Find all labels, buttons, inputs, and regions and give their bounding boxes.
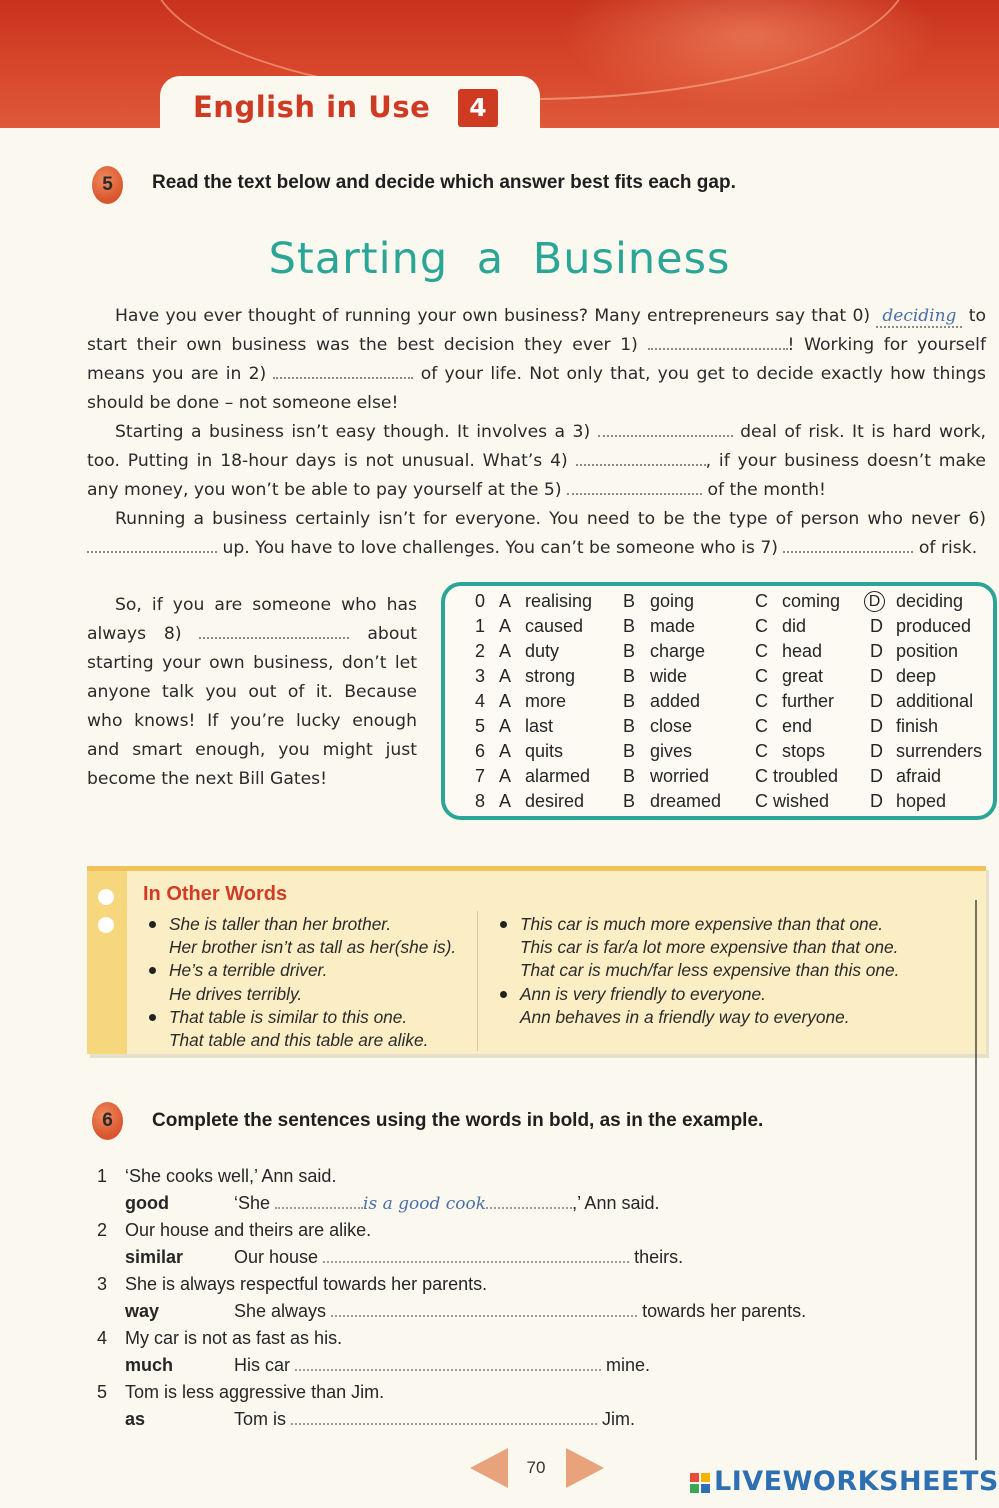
example-line: That table is similar to this one. xyxy=(169,1006,408,1027)
option-letter: C xyxy=(755,666,768,686)
unit-badge: 4 xyxy=(458,89,498,127)
key-word: much xyxy=(125,1355,174,1375)
text-run: about starting your own business, don’t let anyone talk you out of it. Because who knows! If you’re lucky enough and smart enough, you might just become the next Bill Gates! xyxy=(87,624,417,789)
option-c[interactable]: coming xyxy=(782,591,841,611)
option-letter: A xyxy=(499,716,512,736)
gap-6[interactable] xyxy=(87,538,217,553)
option-letter: D xyxy=(870,766,883,786)
option-d[interactable]: deep xyxy=(896,666,937,686)
stem-text: ‘She xyxy=(234,1193,271,1213)
option-letter: D xyxy=(870,791,883,811)
original-sentence: ‘She cooks well,’ Ann said. xyxy=(125,1166,337,1186)
paragraph xyxy=(87,505,986,563)
watermark-text: LIVEWORKSHEETS xyxy=(714,1466,999,1497)
item-number: 3 xyxy=(97,1274,108,1294)
example-item xyxy=(494,913,974,983)
option-b[interactable]: going xyxy=(650,591,695,611)
item-number: 5 xyxy=(97,1382,108,1402)
exercise-number-badge: 5 xyxy=(92,166,123,204)
answer-stem xyxy=(234,1244,683,1271)
option-letter: D xyxy=(870,616,883,636)
option-letter: B xyxy=(623,641,636,661)
option-number: 5 xyxy=(475,716,486,736)
box-stripe xyxy=(87,871,127,1054)
examples-right xyxy=(494,913,974,1029)
gap-4[interactable] xyxy=(576,451,706,466)
in-other-words-box xyxy=(87,866,986,1054)
paragraph xyxy=(87,418,986,505)
text-run: deal of risk. It is hard work, too. Putting in 18-hour days is not unusual. What’s 4) xyxy=(87,422,987,471)
option-c[interactable]: stops xyxy=(782,741,826,761)
answer-options-box xyxy=(441,582,997,820)
original-sentence: She is always respectful towards her parents. xyxy=(125,1274,488,1294)
text-run: Running a business certainly isn’t for everyone. You need to be the type of person who never 6) xyxy=(115,509,986,529)
option-letter-circled: D xyxy=(864,591,885,612)
option-letter: A xyxy=(499,641,512,661)
example-item xyxy=(143,1006,473,1052)
example-line: Ann is very friendly to everyone. xyxy=(520,983,766,1004)
example-line: That table and this table are alike. xyxy=(169,1030,429,1051)
answer-input[interactable] xyxy=(295,1357,601,1371)
watermark-logo xyxy=(690,1466,999,1497)
gap-1[interactable] xyxy=(648,335,788,350)
option-a[interactable]: more xyxy=(525,691,567,711)
option-letter: C xyxy=(755,591,768,611)
paragraph xyxy=(87,591,417,794)
text-run: Starting a business isn’t easy though. It involves a 3) xyxy=(115,422,591,442)
option-d[interactable]: finish xyxy=(896,716,939,736)
stem-end: towards her parents. xyxy=(642,1301,807,1321)
example-line: This car is far/a lot more expensive than that one. xyxy=(520,937,899,958)
page-decoration-left xyxy=(470,1448,508,1488)
option-letter: A xyxy=(499,791,512,811)
reading-text-final xyxy=(87,591,417,794)
stem-end: theirs. xyxy=(634,1247,684,1267)
gap-answer-0[interactable]: deciding xyxy=(876,306,962,328)
option-letter: D xyxy=(870,641,883,661)
text-run: up. You have to love challenges. You can’t be someone who is 7) xyxy=(222,538,778,558)
option-letter: B xyxy=(623,716,636,736)
option-letter: B xyxy=(623,591,636,611)
answer-line xyxy=(97,1298,897,1325)
option-a[interactable]: realising xyxy=(525,591,593,611)
example-line: Ann behaves in a friendly way to everyone. xyxy=(520,1006,850,1027)
option-number: 3 xyxy=(475,666,486,686)
answer-line xyxy=(97,1190,897,1217)
prompt-line xyxy=(97,1163,897,1190)
column-divider xyxy=(477,911,478,1051)
option-letter: A xyxy=(499,766,512,786)
text-run: ! Working for yourself means you are in 2) xyxy=(87,335,986,384)
option-letter: B xyxy=(623,766,636,786)
example-line: Her brother isn’t as tall as her(she is). xyxy=(169,937,457,958)
option-letter: C xyxy=(755,791,768,811)
item-number: 2 xyxy=(97,1220,108,1240)
dotted-gap xyxy=(486,1195,572,1209)
option-d[interactable]: surrenders xyxy=(896,741,983,761)
text-run: of risk. xyxy=(918,538,978,558)
option-row xyxy=(445,689,993,714)
option-letter: A xyxy=(499,741,512,761)
option-c[interactable]: wished xyxy=(773,791,830,811)
key-word: good xyxy=(125,1193,169,1213)
option-letter: D xyxy=(870,741,883,761)
option-letter: B xyxy=(623,616,636,636)
dot-icon xyxy=(98,917,114,933)
item-number: 1 xyxy=(97,1166,108,1186)
option-c[interactable]: further xyxy=(782,691,835,711)
original-sentence: Our house and theirs are alike. xyxy=(125,1220,372,1240)
section-title: English in Use xyxy=(193,90,431,124)
answer-line xyxy=(97,1244,897,1271)
exercise-instruction: Read the text below and decide which answer best fits each gap. xyxy=(152,172,736,193)
option-letter: B xyxy=(623,741,636,761)
stem-text: Our house xyxy=(234,1247,319,1267)
stem-end: Jim. xyxy=(602,1409,636,1429)
page-edge xyxy=(975,900,977,1460)
option-row xyxy=(445,639,993,664)
stem-text: Tom is xyxy=(234,1409,287,1429)
answer-line xyxy=(97,1352,897,1379)
option-row xyxy=(445,789,993,814)
example-item xyxy=(143,959,473,1005)
stem-end: mine. xyxy=(606,1355,651,1375)
original-sentence: Tom is less aggressive than Jim. xyxy=(125,1382,385,1402)
gap-8[interactable] xyxy=(199,624,349,639)
answer-stem xyxy=(234,1352,650,1379)
option-b[interactable]: worried xyxy=(650,766,710,786)
option-row xyxy=(445,739,993,764)
example-item xyxy=(494,983,974,1029)
option-letter: C xyxy=(755,716,768,736)
answer-input[interactable] xyxy=(291,1411,597,1425)
option-d[interactable]: produced xyxy=(896,616,972,636)
option-b[interactable]: made xyxy=(650,616,696,636)
option-number: 8 xyxy=(475,791,486,811)
option-c[interactable]: end xyxy=(782,716,813,736)
stem-text: She always xyxy=(234,1301,327,1321)
option-d[interactable]: hoped xyxy=(896,791,947,811)
box-title: In Other Words xyxy=(143,883,288,905)
option-number: 0 xyxy=(475,591,486,611)
text-title: Starting a Business xyxy=(268,234,731,284)
option-letter: B xyxy=(623,791,636,811)
prompt-line xyxy=(97,1271,897,1298)
example-line: He’s a terrible driver. xyxy=(169,960,328,981)
option-a[interactable]: strong xyxy=(525,666,576,686)
answer-input[interactable] xyxy=(331,1303,637,1317)
option-c[interactable]: head xyxy=(782,641,823,661)
option-letter: C xyxy=(755,741,768,761)
prompt-line xyxy=(97,1217,897,1244)
reading-text xyxy=(87,302,986,563)
liveworksheets-icon xyxy=(690,1473,710,1493)
option-a[interactable]: desired xyxy=(525,791,585,811)
option-b[interactable]: added xyxy=(650,691,701,711)
text-run: of the month! xyxy=(707,480,826,500)
option-letter: A xyxy=(499,691,512,711)
option-letter: C xyxy=(755,691,768,711)
option-a[interactable]: last xyxy=(525,716,554,736)
option-number: 1 xyxy=(475,616,486,636)
option-d[interactable]: afraid xyxy=(896,766,942,786)
answer-input[interactable] xyxy=(323,1249,629,1263)
examples-left xyxy=(143,913,473,1052)
exercise-number-badge: 6 xyxy=(92,1102,123,1140)
example-line: That car is much/far less expensive than this one. xyxy=(520,960,900,981)
answer-input[interactable]: is a good cook xyxy=(363,1194,487,1214)
answer-stem xyxy=(234,1406,635,1433)
gap-2[interactable] xyxy=(273,364,413,379)
option-c[interactable]: did xyxy=(782,616,807,636)
option-b[interactable]: gives xyxy=(650,741,693,761)
gap-7[interactable] xyxy=(783,538,913,553)
option-b[interactable]: charge xyxy=(650,641,706,661)
example-line: She is taller than her brother. xyxy=(169,914,392,934)
option-number: 2 xyxy=(475,641,486,661)
option-letter: B xyxy=(623,666,636,686)
text-run: to start their own business was the best decision they ever 1) xyxy=(87,306,986,355)
option-letter: C xyxy=(755,766,768,786)
stem-end: ,’ Ann said. xyxy=(572,1193,660,1213)
option-letter: A xyxy=(499,616,512,636)
option-a[interactable]: alarmed xyxy=(525,766,591,786)
option-a[interactable]: duty xyxy=(525,641,560,661)
option-row xyxy=(445,614,993,639)
answer-stem xyxy=(234,1298,806,1325)
original-sentence: My car is not as fast as his. xyxy=(125,1328,343,1348)
option-b[interactable]: dreamed xyxy=(650,791,722,811)
example-item xyxy=(143,913,473,959)
option-letter: D xyxy=(870,691,883,711)
option-row xyxy=(445,589,993,614)
text-run: , if your business doesn’t make any money, you won’t be able to pay yourself at the 5) xyxy=(87,451,986,500)
option-a[interactable]: quits xyxy=(525,741,564,761)
option-d[interactable]: deciding xyxy=(896,591,964,611)
option-number: 7 xyxy=(475,766,486,786)
option-letter: A xyxy=(499,591,512,611)
answer-line xyxy=(97,1406,897,1433)
page-decoration-right xyxy=(566,1448,604,1488)
option-number: 6 xyxy=(475,741,486,761)
key-word: similar xyxy=(125,1247,184,1267)
transformation-list xyxy=(97,1163,897,1433)
example-line: This car is much more expensive than that one. xyxy=(520,914,884,934)
option-letter: A xyxy=(499,666,512,686)
option-number: 4 xyxy=(475,691,486,711)
gap-3[interactable] xyxy=(598,422,733,437)
option-b[interactable]: close xyxy=(650,716,693,736)
option-a[interactable]: caused xyxy=(525,616,584,636)
option-letter: D xyxy=(870,666,883,686)
option-d[interactable]: additional xyxy=(896,691,974,711)
option-letter: D xyxy=(870,716,883,736)
dot-icon xyxy=(98,889,114,905)
stem-text: His car xyxy=(234,1355,291,1375)
gap-5[interactable] xyxy=(567,480,702,495)
prompt-line xyxy=(97,1325,897,1352)
option-row xyxy=(445,664,993,689)
exercise-instruction: Complete the sentences using the words in bold, as in the example. xyxy=(152,1110,764,1131)
answer-stem xyxy=(234,1190,659,1218)
prompt-line xyxy=(97,1379,897,1406)
option-letter: C xyxy=(755,641,768,661)
example-line: He drives terribly. xyxy=(169,983,303,1004)
header-decoration xyxy=(560,0,940,110)
option-letter: B xyxy=(623,691,636,711)
dotted-gap xyxy=(275,1195,363,1209)
option-d[interactable]: position xyxy=(896,641,959,661)
text-run: So, if you are someone who has always 8) xyxy=(87,595,417,644)
option-b[interactable]: wide xyxy=(650,666,688,686)
option-letter: C xyxy=(755,616,768,636)
option-c[interactable]: troubled xyxy=(773,766,839,786)
paragraph xyxy=(87,302,986,418)
option-row xyxy=(445,714,993,739)
key-word: as xyxy=(125,1409,146,1429)
page-number: 70 xyxy=(526,1458,546,1477)
item-number: 4 xyxy=(97,1328,108,1348)
option-c[interactable]: great xyxy=(782,666,824,686)
text-run: Have you ever thought of running your own business? Many entrepreneurs say that 0) xyxy=(115,306,871,326)
key-word: way xyxy=(125,1301,160,1321)
option-row xyxy=(445,764,993,789)
text-run: of your life. Not only that, you get to decide exactly how things should be done – not someone else! xyxy=(87,364,986,413)
